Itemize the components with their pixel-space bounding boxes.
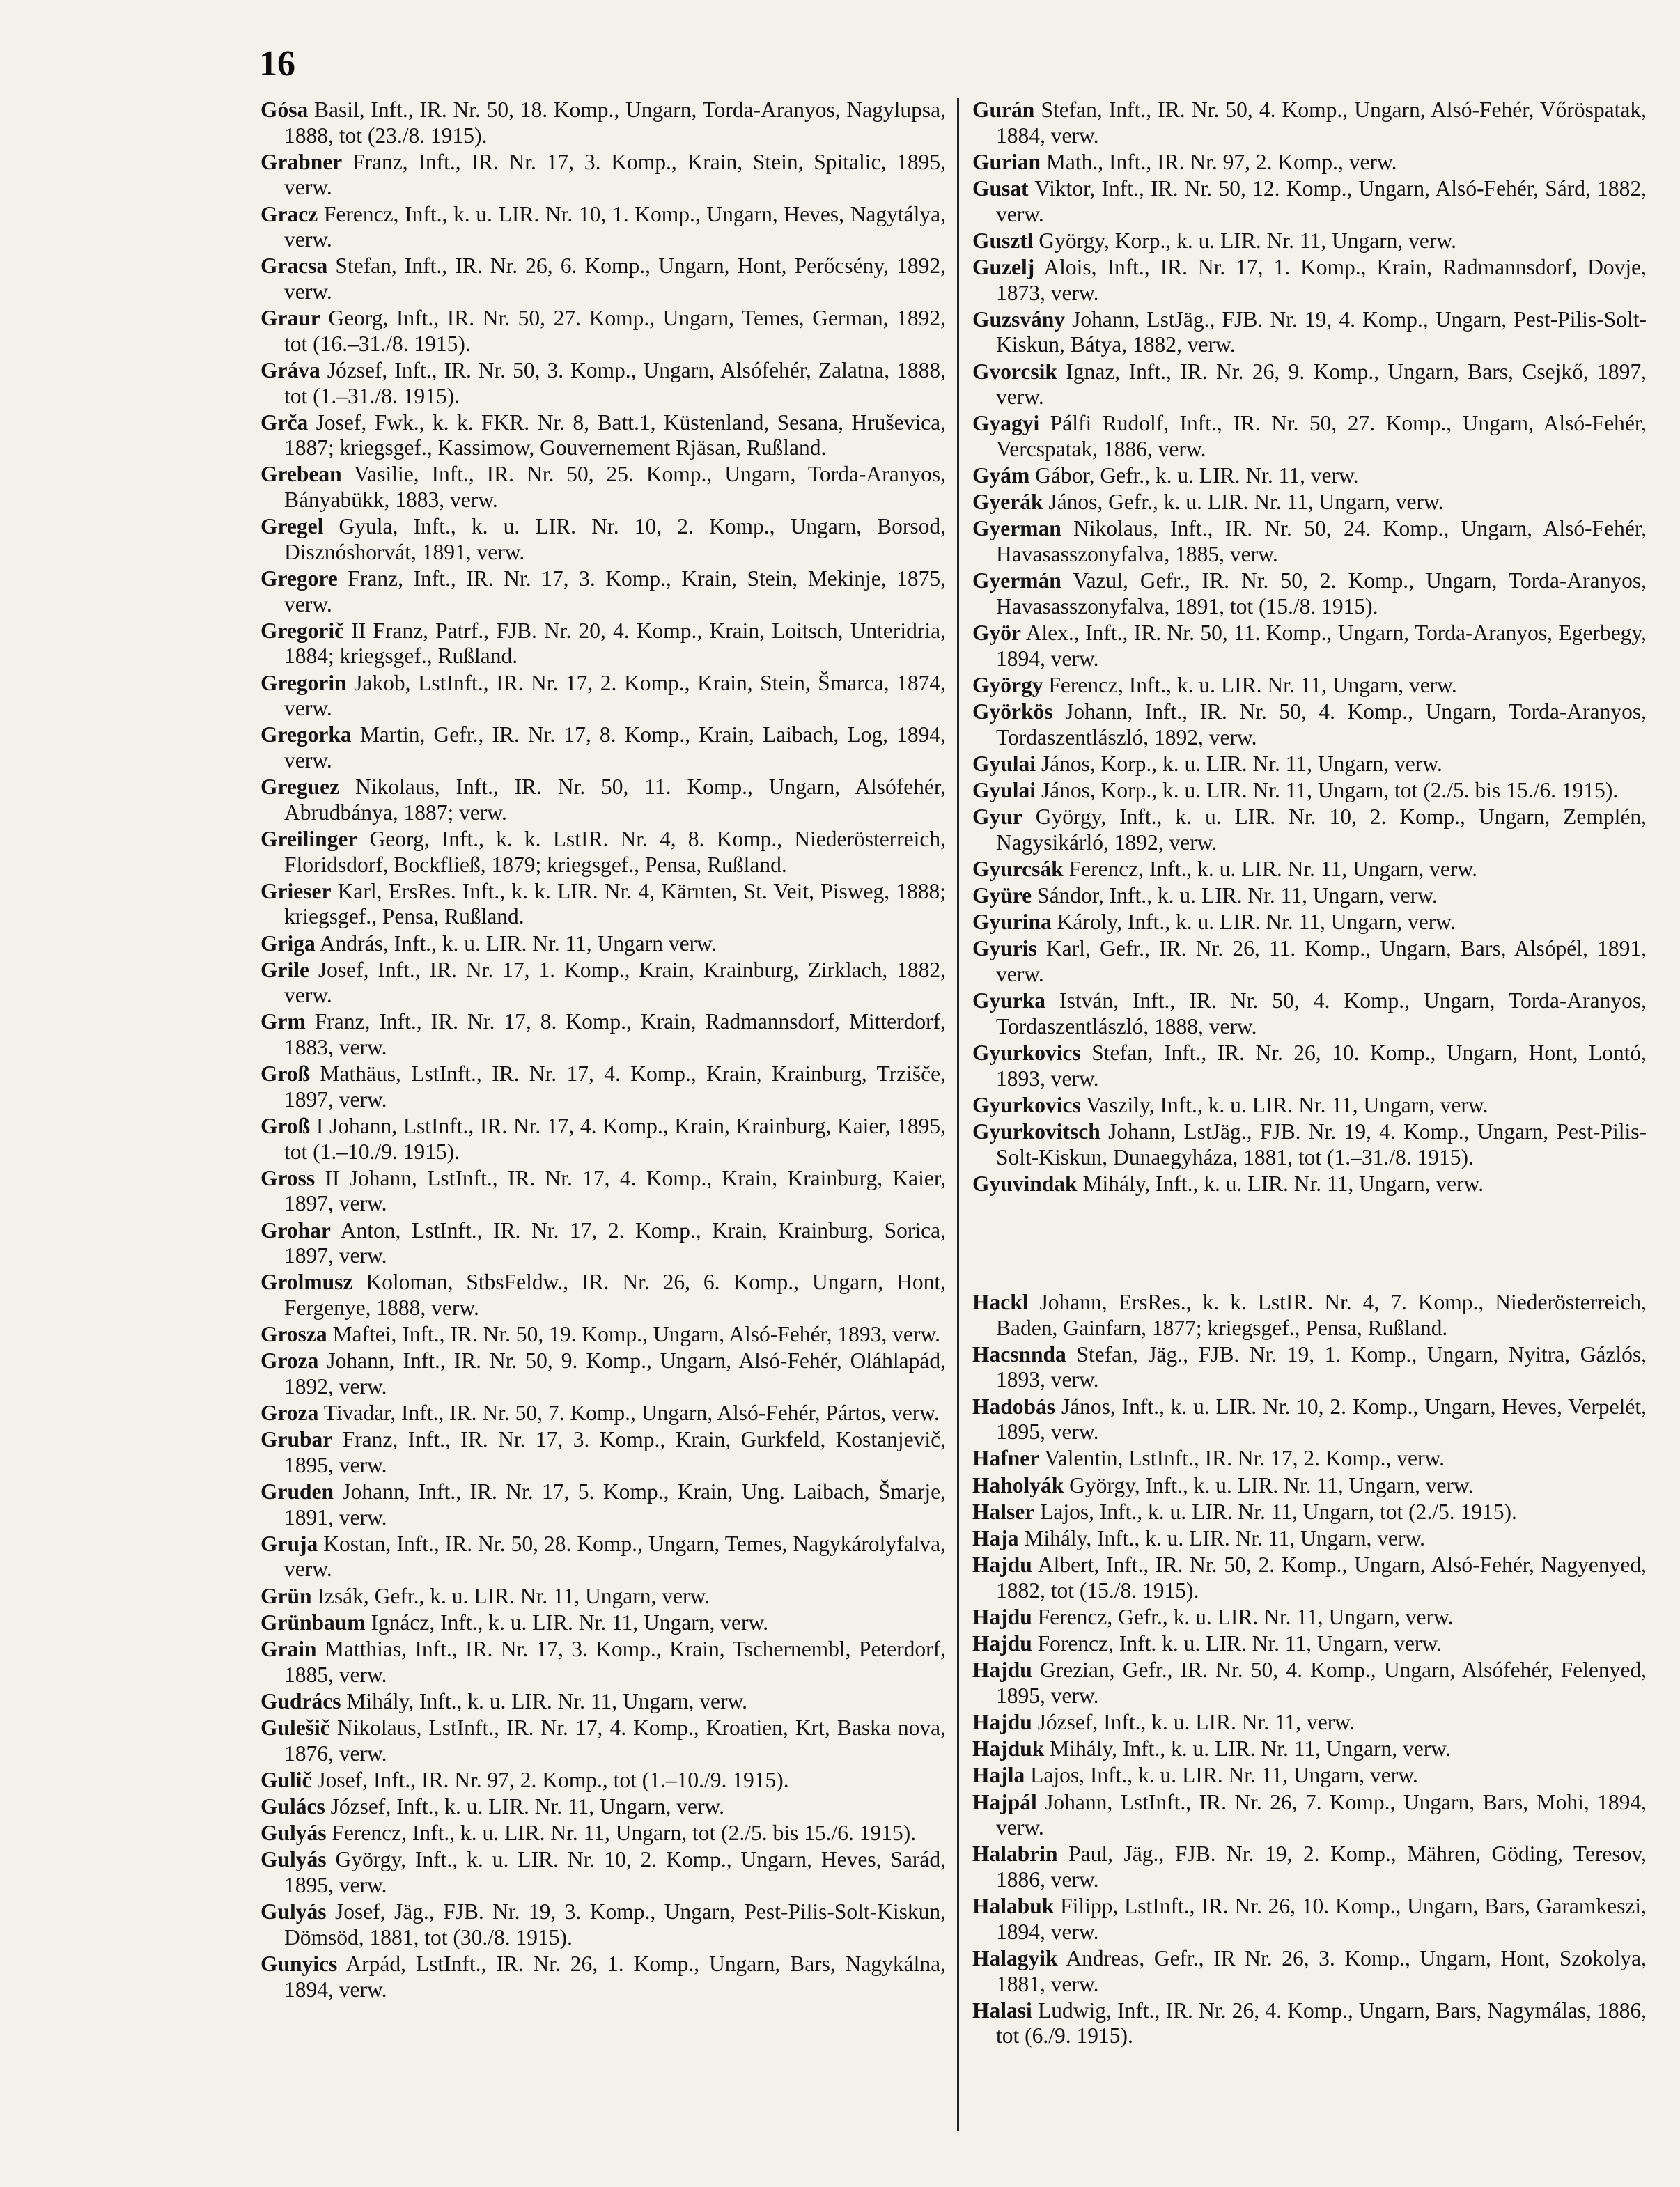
entry-surname: Gruja xyxy=(260,1531,318,1556)
entry-details: Lajos, Inft., k. u. LIR. Nr. 11, Ungarn, verw. xyxy=(1030,1763,1418,1788)
entry-details: Gyula, Inft., k. u. LIR. Nr. 10, 2. Komp., Ungarn, Borsod, Disznóshorvát, 1891, verw. xyxy=(284,514,946,564)
entry-details: Martin, Gefr., IR. Nr. 17, 8. Komp., Krain, Laibach, Log, 1894, verw. xyxy=(284,722,946,772)
entry-details: Josef, Inft., IR. Nr. 97, 2. Komp., tot (1.–10./9. 1915). xyxy=(317,1767,789,1792)
register-entry xyxy=(260,98,946,148)
entry-surname: Hajdu xyxy=(972,1604,1032,1629)
entry-details: Filipp, LstInft., IR. Nr. 26, 10. Komp., Ungarn, Bars, Garamkeszi, 1894, verw. xyxy=(996,1894,1647,1944)
page-number: 16 xyxy=(259,44,295,84)
entry-surname: Gregorin xyxy=(260,670,347,695)
entry-surname: Gyuris xyxy=(972,936,1037,961)
entry-surname: Halser xyxy=(972,1499,1035,1524)
entry-details: Forencz, Inft. k. u. LIR. Nr. 11, Ungarn, verw. xyxy=(1037,1631,1442,1656)
register-entry xyxy=(972,857,1647,882)
register-entry xyxy=(260,254,946,304)
entry-surname: Grohar xyxy=(260,1217,331,1243)
entry-details: György, Inft., k. u. LIR. Nr. 10, 2. Komp., Ungarn, Zemplén, Nagysikárló, 1892, verw. xyxy=(996,804,1647,855)
entry-details: Johann, Inft., IR. Nr. 17, 5. Komp., Krain, Ung. Laibach, Šmarje, 1891, verw. xyxy=(284,1479,946,1530)
entry-details: I Johann, LstInft., IR. Nr. 17, 4. Komp., Krain, Krainburg, Kaier, 1895, tot (1.–10./9. 1915). xyxy=(284,1114,946,1164)
register-entry xyxy=(972,936,1647,987)
register-entry xyxy=(260,1584,946,1610)
entry-surname: Gregel xyxy=(260,514,324,539)
entry-surname: Gunyics xyxy=(260,1951,338,1976)
entry-details: Josef, Jäg., FJB. Nr. 19, 3. Komp., Ungarn, Pest-Pilis-Solt-Kiskun, Dömsöd, 1881, tot (30./8. 1915). xyxy=(284,1899,947,1949)
register-entry xyxy=(260,1322,946,1348)
entry-surname: Groza xyxy=(260,1401,319,1426)
entry-surname: Gyám xyxy=(972,463,1030,488)
register-entry xyxy=(260,1610,946,1636)
register-entry xyxy=(972,255,1647,306)
register-entry xyxy=(260,1847,946,1898)
entry-surname: Gyurka xyxy=(972,988,1046,1013)
entry-surname: Hajdu xyxy=(972,1710,1032,1734)
entry-surname: Hajdu xyxy=(972,1552,1032,1578)
register-entry xyxy=(972,910,1647,935)
entry-surname: Griga xyxy=(260,931,316,956)
entry-surname: Gyurcsák xyxy=(972,856,1064,881)
column-divider xyxy=(957,98,959,2131)
entry-details: Basil, Inft., IR. Nr. 50, 18. Komp., Ungarn, Torda-Aranyos, Nagylupsa, 1888, tot (23./8. 1915). xyxy=(284,98,947,148)
register-entry xyxy=(972,1763,1647,1789)
register-entry xyxy=(260,827,946,878)
entry-surname: Grile xyxy=(260,957,309,982)
entry-surname: Grabner xyxy=(260,149,343,174)
entry-surname: Groß xyxy=(260,1114,311,1139)
register-entry xyxy=(972,988,1647,1039)
entry-details: György, Inft., k. u. LIR. Nr. 10, 2. Komp., Ungarn, Heves, Sarád, 1895, verw. xyxy=(284,1847,947,1897)
entry-details: Ferencz, Gefr., k. u. LIR. Nr. 11, Ungarn, verw. xyxy=(1037,1604,1454,1629)
entry-details: Franz, Inft., IR. Nr. 17, 3. Komp., Krain, Stein, Mekinje, 1875, verw. xyxy=(284,566,946,616)
entry-details: Math., Inft., IR. Nr. 97, 2. Komp., verw. xyxy=(1045,149,1397,174)
entry-surname: Gyulai xyxy=(972,751,1036,776)
register-entry xyxy=(972,1446,1647,1472)
entry-surname: Gruden xyxy=(260,1479,334,1504)
entry-details: Georg, Inft., k. k. LstIR. Nr. 4, 8. Komp., Niederösterreich, Floridsdorf, Bockfließ, 1879; kriegsgef., Pensa, Rußland. xyxy=(284,826,947,877)
register-entry xyxy=(972,568,1647,619)
entry-details: Karl, ErsRes. Inft., k. k. LIR. Nr. 4, Kärnten, St. Veit, Pisweg, 1888; kriegsgef., Pensa, Rußland. xyxy=(284,878,947,929)
register-entry xyxy=(260,1532,946,1582)
entry-surname: Gulič xyxy=(260,1767,312,1792)
register-entry xyxy=(260,958,946,1009)
register-entry xyxy=(260,410,946,461)
entry-details: Georg, Inft., IR. Nr. 50, 27. Komp., Ungarn, Temes, German, 1892, tot (16.–31./8. 1915). xyxy=(284,306,947,356)
entry-surname: Grain xyxy=(260,1637,317,1662)
entry-details: Károly, Inft., k. u. LIR. Nr. 11, Ungarn, verw. xyxy=(1057,910,1456,935)
register-entry xyxy=(972,1894,1647,1945)
entry-details: Josef, Inft., IR. Nr. 17, 1. Komp., Krain, Krainburg, Zirklach, 1882, verw. xyxy=(284,957,946,1008)
entry-surname: Gurán xyxy=(972,98,1035,122)
entry-surname: Hafner xyxy=(972,1446,1040,1471)
entry-details: Nikolaus, Inft., IR. Nr. 50, 11. Komp., Ungarn, Alsófehér, Abrudbánya, 1887; verw. xyxy=(284,775,947,825)
register-entry xyxy=(972,1605,1647,1630)
register-entry xyxy=(972,1631,1647,1657)
entry-details: József, Inft., k. u. LIR. Nr. 11, verw. xyxy=(1037,1710,1355,1734)
entry-surname: Gyurkovics xyxy=(972,1092,1081,1117)
entry-surname: Gyüre xyxy=(972,883,1032,908)
entry-surname: Gyagyi xyxy=(972,411,1040,436)
entry-details: Mihály, Inft., k. u. LIR. Nr. 11, Ungarn, verw. xyxy=(346,1688,748,1713)
register-entry xyxy=(260,1768,946,1793)
entry-details: András, Inft., k. u. LIR. Nr. 11, Ungarn verw. xyxy=(319,931,717,956)
entry-details: Alois, Inft., IR. Nr. 17, 1. Komp., Krain, Radmannsdorf, Dovje, 1873, verw. xyxy=(996,254,1647,305)
entry-surname: Hajdu xyxy=(972,1631,1032,1656)
register-entry xyxy=(972,1842,1647,1892)
entry-surname: Halasi xyxy=(972,1998,1032,2023)
entry-surname: Grča xyxy=(260,410,309,435)
entry-surname: Gracsa xyxy=(260,254,328,279)
register-entry xyxy=(972,1394,1647,1445)
entry-details: Franz, Inft., IR. Nr. 17, 8. Komp., Krain, Radmannsdorf, Mitterdorf, 1883, verw. xyxy=(284,1009,946,1060)
entry-details: Karl, Gefr., IR. Nr. 26, 11. Komp., Ungarn, Bars, Alsópél, 1891, verw. xyxy=(996,936,1647,987)
register-entry xyxy=(972,621,1647,671)
entry-details: Nikolaus, Inft., IR. Nr. 50, 24. Komp., Ungarn, Alsó-Fehér, Havasasszonyfalva, 1885, verw. xyxy=(996,516,1647,567)
entry-details: Matthias, Inft., IR. Nr. 17, 3. Komp., Krain, Tschernembl, Peterdorf, 1885, verw. xyxy=(284,1637,947,1687)
entry-details: Jakob, LstInft., IR. Nr. 17, 2. Komp., Krain, Stein, Šmarca, 1874, verw. xyxy=(284,670,946,721)
register-entry xyxy=(972,411,1647,462)
entry-details: Maftei, Inft., IR. Nr. 50, 19. Komp., Ungarn, Alsó-Fehér, 1893, verw. xyxy=(332,1322,940,1347)
entry-details: Izsák, Gefr., k. u. LIR. Nr. 11, Ungarn, verw. xyxy=(317,1583,710,1608)
entry-surname: Gusztl xyxy=(972,228,1034,253)
left-column xyxy=(260,98,946,2004)
register-entry xyxy=(972,176,1647,227)
entry-surname: Grieser xyxy=(260,878,332,903)
entry-surname: Györ xyxy=(972,621,1021,645)
entry-surname: Gurian xyxy=(972,149,1041,174)
entry-details: József, Inft., k. u. LIR. Nr. 11, Ungarn, verw. xyxy=(330,1793,725,1819)
register-entry xyxy=(972,1473,1647,1499)
entry-surname: Gudrács xyxy=(260,1688,341,1713)
entry-surname: Gyur xyxy=(972,804,1022,830)
entry-surname: Gyermán xyxy=(972,568,1061,593)
register-entry xyxy=(972,516,1647,567)
register-entry xyxy=(260,1009,946,1060)
register-entry xyxy=(972,1290,1647,1341)
entry-surname: Hajduk xyxy=(972,1736,1045,1761)
entry-details: Stefan, Jäg., FJB. Nr. 19, 1. Komp., Ungarn, Nyitra, Gázlós, 1893, verw. xyxy=(996,1341,1647,1392)
entry-details: Johann, Inft., IR. Nr. 50, 4. Komp., Ungarn, Torda-Aranyos, Tordaszentlászló, 1892, verw. xyxy=(996,699,1647,749)
entry-surname: Halagyik xyxy=(972,1945,1058,1970)
entry-details: Johann, LstInft., IR. Nr. 26, 7. Komp., Ungarn, Bars, Mohi, 1894, verw. xyxy=(996,1789,1647,1840)
entry-details: Nikolaus, LstInft., IR. Nr. 17, 4. Komp., Kroatien, Krt, Baska nova, 1876, verw. xyxy=(284,1715,946,1766)
entry-surname: Halabrin xyxy=(972,1842,1058,1867)
register-entry xyxy=(260,150,946,201)
register-entry xyxy=(260,1427,946,1478)
register-entry xyxy=(260,1401,946,1426)
entry-surname: Gvorcsik xyxy=(972,359,1057,384)
entry-surname: Hajla xyxy=(972,1763,1025,1788)
entry-details: Ferencz, Inft., k. u. LIR. Nr. 10, 1. Komp., Ungarn, Heves, Nagytálya, verw. xyxy=(284,201,946,252)
entry-surname: Groza xyxy=(260,1348,319,1373)
entry-details: György, Inft., k. u. LIR. Nr. 11, Ungarn, verw. xyxy=(1069,1472,1474,1497)
entry-surname: György xyxy=(972,672,1043,697)
entry-details: Kostan, Inft., IR. Nr. 50, 28. Komp., Ungarn, Temes, Nagykárolyfalva, verw. xyxy=(284,1531,946,1582)
register-entry xyxy=(260,202,946,253)
register-entry xyxy=(260,1061,946,1112)
entry-surname: Graur xyxy=(260,306,320,331)
register-entry xyxy=(972,490,1647,515)
entry-surname: Hacsnnda xyxy=(972,1341,1066,1367)
entry-details: Paul, Jäg., FJB. Nr. 19, 2. Komp., Mähren, Göding, Teresov, 1886, verw. xyxy=(996,1842,1647,1892)
register-entry xyxy=(972,228,1647,254)
entry-details: Mihály, Inft., k. u. LIR. Nr. 11, Ungarn, verw. xyxy=(1024,1525,1426,1550)
entry-surname: Grebean xyxy=(260,462,342,487)
entry-surname: Hajpál xyxy=(972,1789,1037,1814)
entry-surname: Gulyás xyxy=(260,1899,327,1924)
register-entry xyxy=(260,931,946,957)
entry-details: József, Inft., IR. Nr. 50, 3. Komp., Ungarn, Alsófehér, Zalatna, 1888, tot (1.–31./8. 1915). xyxy=(284,357,947,408)
entry-details: János, Korp., k. u. LIR. Nr. 11, Ungarn, verw. xyxy=(1041,751,1442,776)
entry-details: Grezian, Gefr., IR. Nr. 50, 4. Komp., Ungarn, Alsófehér, Felenyed, 1895, verw. xyxy=(996,1658,1647,1708)
entry-surname: Greilinger xyxy=(260,826,358,851)
entry-details: Johann, LstJäg., FJB. Nr. 19, 4. Komp., Ungarn, Pest-Pilis-Solt-Kiskun, Dunaegyháza, 1881, tot (1.–31./8. 1915). xyxy=(996,1119,1647,1169)
entry-details: Johann, Inft., IR. Nr. 50, 9. Komp., Ungarn, Alsó-Fehér, Oláhlapád, 1892, verw. xyxy=(284,1348,947,1399)
entry-surname: Gregore xyxy=(260,566,338,591)
entry-details: Mihály, Inft., k. u. LIR. Nr. 11, Ungarn, verw. xyxy=(1082,1171,1484,1196)
entry-surname: Hadobás xyxy=(972,1394,1056,1419)
entry-surname: Gráva xyxy=(260,357,320,382)
entry-details: Vasilie, Inft., IR. Nr. 50, 25. Komp., Ungarn, Torda-Aranyos, Bányabükk, 1883, verw. xyxy=(284,462,946,513)
entry-surname: Grolmusz xyxy=(260,1270,353,1295)
register-entry xyxy=(260,1270,946,1321)
entry-surname: Gulyás xyxy=(260,1847,327,1872)
entry-surname: Groß xyxy=(260,1061,311,1087)
entry-details: Arpád, LstInft., IR. Nr. 26, 1. Komp., Ungarn, Bars, Nagykálna, 1894, verw. xyxy=(284,1951,947,2002)
register-entry xyxy=(972,1172,1647,1197)
entry-surname: Gyerák xyxy=(972,490,1043,515)
entry-surname: Gregorič xyxy=(260,618,345,643)
entry-details: Mathäus, LstInft., IR. Nr. 17, 4. Komp., Krain, Krainburg, Trzišče, 1897, verw. xyxy=(284,1061,947,1112)
entry-surname: Gulyás xyxy=(260,1821,327,1846)
register-entry xyxy=(260,671,946,722)
entry-details: János, Inft., k. u. LIR. Nr. 10, 2. Komp., Ungarn, Heves, Verpelét, 1895, verw. xyxy=(996,1394,1647,1445)
register-entry xyxy=(972,699,1647,750)
register-entry xyxy=(260,358,946,409)
register-entry xyxy=(972,752,1647,777)
register-entry xyxy=(972,1658,1647,1709)
register-entry xyxy=(260,879,946,930)
entry-details: Valentin, LstInft., IR. Nr. 17, 2. Komp., verw. xyxy=(1044,1446,1445,1471)
register-entry xyxy=(260,1166,946,1217)
entry-details: Mihály, Inft., k. u. LIR. Nr. 11, Ungarn, verw. xyxy=(1050,1736,1451,1761)
register-entry xyxy=(260,775,946,825)
entry-details: Vaszily, Inft., k. u. LIR. Nr. 11, Ungarn, verw. xyxy=(1086,1092,1488,1117)
entry-details: Tivadar, Inft., IR. Nr. 50, 7. Komp., Ungarn, Alsó-Fehér, Pártos, verw. xyxy=(323,1401,940,1426)
right-column xyxy=(972,98,1647,2050)
register-entry xyxy=(972,1500,1647,1525)
entry-details: Gábor, Gefr., k. u. LIR. Nr. 11, verw. xyxy=(1035,463,1359,488)
entry-surname: Gyurkovitsch xyxy=(972,1119,1100,1144)
entry-details: Albert, Inft., IR. Nr. 50, 2. Komp., Ungarn, Alsó-Fehér, Nagyenyed, 1882, tot (15./8. 1915). xyxy=(996,1552,1647,1603)
register-entry xyxy=(260,618,946,669)
entry-details: Johann, ErsRes., k. k. LstIR. Nr. 4, 7. Komp., Niederösterreich, Baden, Gainfarn, 1877; kriegsgef., Pensa, Rußland. xyxy=(996,1289,1647,1340)
register-entry xyxy=(260,306,946,357)
register-entry xyxy=(260,1479,946,1530)
register-entry xyxy=(972,1946,1647,1997)
entry-details: Stefan, Inft., IR. Nr. 50, 4. Komp., Ungarn, Alsó-Fehér, Vőröspatak, 1884, verw. xyxy=(996,98,1647,148)
entry-details: Ludwig, Inft., IR. Nr. 26, 4. Komp., Ungarn, Bars, Nagymálas, 1886, tot (6./9. 1915). xyxy=(996,1998,1647,2048)
entry-details: Sándor, Inft., k. u. LIR. Nr. 11, Ungarn, verw. xyxy=(1037,883,1438,908)
register-entry xyxy=(972,1342,1647,1393)
entry-surname: Gusat xyxy=(972,176,1029,201)
entry-surname: Haholyák xyxy=(972,1472,1064,1497)
entry-surname: Grubar xyxy=(260,1427,333,1452)
entry-surname: Hajdu xyxy=(972,1658,1032,1683)
register-entry xyxy=(972,1736,1647,1762)
register-entry xyxy=(260,1348,946,1399)
register-entry xyxy=(260,1218,946,1269)
entry-details: Alex., Inft., IR. Nr. 50, 11. Komp., Ungarn, Torda-Aranyos, Egerbegy, 1894, verw. xyxy=(996,621,1647,671)
register-entry xyxy=(260,566,946,617)
entry-details: Franz, Inft., IR. Nr. 17, 3. Komp., Krain, Stein, Spitalic, 1895, verw. xyxy=(284,149,947,200)
entry-details: Johann, LstJäg., FJB. Nr. 19, 4. Komp., Ungarn, Pest-Pilis-Solt-Kiskun, Bátya, 1882, verw. xyxy=(996,306,1647,357)
entry-details: György, Korp., k. u. LIR. Nr. 11, Ungarn, verw. xyxy=(1039,228,1456,253)
entry-surname: Gyuvindak xyxy=(972,1171,1078,1196)
entry-surname: Grün xyxy=(260,1583,312,1608)
register-entry xyxy=(972,778,1647,804)
register-entry xyxy=(972,1093,1647,1119)
register-entry xyxy=(972,150,1647,176)
entry-surname: Gregorka xyxy=(260,722,352,747)
entry-surname: Gyerman xyxy=(972,516,1061,541)
register-entry xyxy=(260,1899,946,1950)
entry-details: Viktor, Inft., IR. Nr. 50, 12. Komp., Ungarn, Alsó-Fehér, Sárd, 1882, verw. xyxy=(996,176,1647,226)
register-entry xyxy=(260,1952,946,2002)
register-entry xyxy=(972,307,1647,358)
entry-surname: Hackl xyxy=(972,1289,1029,1314)
entry-surname: Haja xyxy=(972,1525,1019,1550)
entry-details: Ferencz, Inft., k. u. LIR. Nr. 11, Ungarn, verw. xyxy=(1068,856,1477,881)
entry-surname: Gulešič xyxy=(260,1715,330,1740)
register-entry xyxy=(972,883,1647,909)
entry-details: Pálfi Rudolf, Inft., IR. Nr. 50, 27. Komp., Ungarn, Alsó-Fehér, Vercspatak, 1886, verw. xyxy=(996,411,1647,461)
entry-surname: Guzelj xyxy=(972,254,1035,279)
entry-surname: Guzsvány xyxy=(972,306,1066,332)
entry-details: Koloman, StbsFeldw., IR. Nr. 26, 6. Komp., Ungarn, Hont, Fergenye, 1888, verw. xyxy=(284,1270,947,1320)
register-entry xyxy=(972,1041,1647,1091)
entry-details: János, Gefr., k. u. LIR. Nr. 11, Ungarn, verw. xyxy=(1048,490,1444,515)
register-entry xyxy=(972,1526,1647,1552)
entry-details: Ferencz, Inft., k. u. LIR. Nr. 11, Ungarn, verw. xyxy=(1048,672,1457,697)
entry-details: Stefan, Inft., IR. Nr. 26, 10. Komp., Ungarn, Hont, Lontó, 1893, verw. xyxy=(996,1041,1647,1091)
entry-surname: Greguez xyxy=(260,775,340,800)
register-entry xyxy=(260,1114,946,1165)
register-entry xyxy=(260,514,946,565)
entry-details: Franz, Inft., IR. Nr. 17, 3. Komp., Krain, Gurkfeld, Kostanjevič, 1895, verw. xyxy=(284,1427,947,1477)
register-entry xyxy=(260,1794,946,1820)
register-entry xyxy=(972,1710,1647,1736)
register-entry xyxy=(260,1821,946,1846)
entry-surname: Gyurina xyxy=(972,910,1052,935)
entry-surname: Gulács xyxy=(260,1793,325,1819)
entry-details: Anton, LstInft., IR. Nr. 17, 2. Komp., Krain, Krainburg, Sorica, 1897, verw. xyxy=(284,1217,946,1268)
entry-surname: Halabuk xyxy=(972,1894,1055,1919)
entry-surname: Gyurkovics xyxy=(972,1041,1081,1066)
entry-surname: Gross xyxy=(260,1165,316,1190)
entry-details: István, Inft., IR. Nr. 50, 4. Komp., Ungarn, Torda-Aranyos, Tordaszentlászló, 1888, verw. xyxy=(996,988,1647,1038)
register-entry xyxy=(260,462,946,513)
entry-details: Ignaz, Inft., IR. Nr. 26, 9. Komp., Ungarn, Bars, Csejkő, 1897, verw. xyxy=(996,359,1647,410)
entry-surname: Grm xyxy=(260,1009,306,1034)
entry-surname: Grosza xyxy=(260,1322,327,1347)
entry-details: János, Korp., k. u. LIR. Nr. 11, Ungarn, tot (2./5. bis 15./6. 1915). xyxy=(1041,777,1619,802)
entry-details: Ferencz, Inft., k. u. LIR. Nr. 11, Ungarn, tot (2./5. bis 15./6. 1915). xyxy=(332,1821,917,1846)
register-entry xyxy=(972,673,1647,699)
register-entry xyxy=(972,463,1647,489)
entry-details: II Johann, LstInft., IR. Nr. 17, 4. Komp., Krain, Krainburg, Kaier, 1897, verw. xyxy=(284,1165,946,1216)
register-entry xyxy=(260,1715,946,1766)
entry-surname: Gracz xyxy=(260,201,318,226)
entry-details: Lajos, Inft., k. u. LIR. Nr. 11, Ungarn, tot (2./5. 1915). xyxy=(1040,1499,1517,1524)
register-entry xyxy=(260,1689,946,1715)
entry-details: Vazul, Gefr., IR. Nr. 50, 2. Komp., Ungarn, Torda-Aranyos, Havasasszonyfalva, 1891, tot (15./8. 1915). xyxy=(996,568,1647,618)
entry-surname: Györkös xyxy=(972,699,1053,724)
register-entry xyxy=(972,98,1647,148)
entry-surname: Gyulai xyxy=(972,777,1036,802)
entry-surname: Gósa xyxy=(260,98,309,122)
register-entry xyxy=(972,1119,1647,1170)
register-entry xyxy=(972,1998,1647,2049)
entry-details: Stefan, Inft., IR. Nr. 26, 6. Komp., Ungarn, Hont, Perőcsény, 1892, verw. xyxy=(284,254,946,304)
register-entry xyxy=(260,1637,946,1688)
register-entry xyxy=(972,804,1647,855)
entry-details: Josef, Fwk., k. k. FKR. Nr. 8, Batt.1, Küstenland, Sesana, Hruševica, 1887; kriegsgef., Kassimow, Gouvernement Rjäsan, Rußland. xyxy=(284,410,946,460)
register-entry xyxy=(972,1790,1647,1841)
entry-surname: Grünbaum xyxy=(260,1610,366,1635)
entry-details: II Franz, Patrf., FJB. Nr. 20, 4. Komp., Krain, Loitsch, Unteridria, 1884; kriegsgef., Rußland. xyxy=(284,618,946,669)
entry-details: Andreas, Gefr., IR Nr. 26, 3. Komp., Ungarn, Hont, Szokolya, 1881, verw. xyxy=(996,1945,1647,1996)
register-entry xyxy=(972,1552,1647,1603)
register-entry xyxy=(260,722,946,773)
register-entry xyxy=(972,359,1647,410)
section-gap xyxy=(972,1198,1647,1290)
entry-details: Ignácz, Inft., k. u. LIR. Nr. 11, Ungarn, verw. xyxy=(371,1610,769,1635)
